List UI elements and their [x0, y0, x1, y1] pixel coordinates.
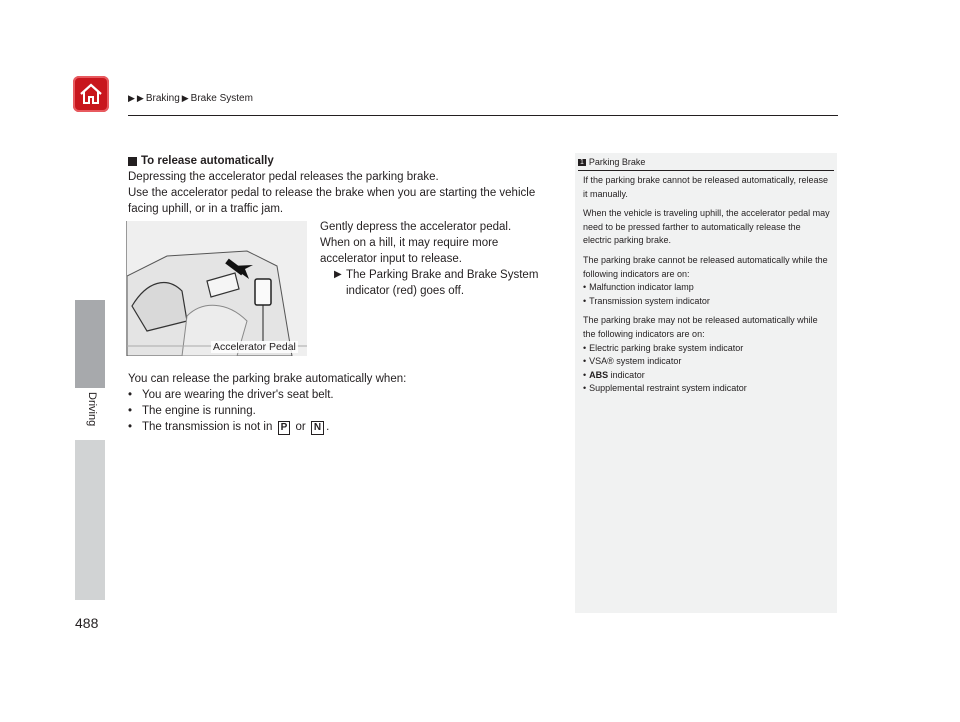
- figure-caption: Accelerator Pedal: [213, 341, 296, 353]
- sidebar-ref-number: 1: [580, 158, 584, 166]
- home-icon: [78, 81, 104, 107]
- condition-text: You are wearing the driver's seat belt.: [142, 389, 334, 401]
- bullet-icon: •: [583, 369, 587, 380]
- breadcrumb-link-brake-system[interactable]: Brake System: [190, 93, 253, 104]
- bullet-icon: •: [128, 421, 133, 433]
- instruction-note: [334, 267, 550, 299]
- sidebar-title: [578, 157, 645, 167]
- sidebar-paragraph: The parking brake may not be released automatically while the following indicators are on:: [583, 315, 818, 339]
- intro-text-1: Depressing the accelerator pedal releases the parking brake.: [128, 171, 439, 183]
- breadcrumb: [128, 93, 253, 104]
- instruction-note-text: The Parking Brake and Brake System indicator (red) goes off.: [346, 269, 539, 297]
- sidebar-title-text[interactable]: Parking Brake: [588, 157, 646, 167]
- sidebar-list-text: indicator: [608, 369, 645, 380]
- bullet-icon: •: [128, 389, 133, 401]
- list-item: [583, 355, 831, 369]
- list-item: [583, 382, 831, 396]
- sidebar-paragraph: The parking brake cannot be released automatically while the following indicators are on:: [583, 254, 828, 279]
- abs-label: ABS: [589, 369, 609, 380]
- gear-p-key: P: [278, 421, 291, 435]
- list-item: [583, 281, 831, 295]
- list-item: [128, 403, 558, 419]
- list-item: [583, 369, 831, 383]
- instruction-2: When on a hill, it may require more accelerator input to release.: [320, 237, 499, 265]
- accelerator-pedal-illustration: [126, 221, 307, 356]
- pedal-illustration-icon: [127, 221, 307, 356]
- bullet-icon: •: [583, 295, 587, 306]
- breadcrumb-link-braking[interactable]: Braking: [145, 93, 180, 104]
- condition-trans-or: or: [295, 421, 306, 433]
- section-heading: [128, 153, 558, 169]
- instructions: [320, 219, 550, 299]
- page-number: 488: [75, 615, 99, 631]
- condition-trans-suffix: .: [326, 421, 330, 433]
- side-tab-bar: [75, 440, 105, 600]
- header-divider: [128, 115, 838, 116]
- breadcrumb-arrow-icon: ▶: [136, 93, 144, 103]
- side-tab-marker: [75, 300, 105, 388]
- bullet-icon: •: [583, 356, 587, 367]
- sidebar-list-text: Malfunction indicator lamp: [589, 282, 694, 293]
- release-intro: You can release the parking brake automatically when:: [128, 373, 407, 385]
- breadcrumb-arrow-icon: ▶: [181, 93, 189, 103]
- sidebar-body: [583, 174, 831, 396]
- condition-text: [142, 419, 329, 435]
- heading-square-icon: [128, 157, 137, 166]
- breadcrumb-arrow-icon: ▶: [128, 93, 135, 103]
- sidebar-paragraph: If the parking brake cannot be released automatically, release it manually.: [583, 175, 828, 199]
- sidebar-divider: [578, 170, 834, 171]
- note-arrow-icon: ▶: [334, 269, 342, 280]
- sidebar-list-text: Supplemental restraint system indicator: [589, 383, 747, 394]
- condition-trans-prefix: The transmission is not in: [142, 421, 273, 433]
- bullet-icon: •: [583, 342, 587, 353]
- sidebar-list-text: Electric parking brake system indicator: [589, 342, 744, 353]
- main-content: [128, 153, 558, 217]
- gear-n-key: N: [311, 421, 324, 435]
- release-conditions: [128, 371, 558, 435]
- list-item: [583, 295, 831, 309]
- list-item: [128, 387, 558, 403]
- home-button[interactable]: [73, 76, 109, 112]
- sidebar-paragraph: When the vehicle is traveling uphill, the accelerator pedal may need to be pressed farther to automatically release the electric parking brake.: [583, 208, 830, 246]
- bullet-icon: •: [583, 282, 587, 293]
- list-item: [128, 419, 558, 435]
- instruction-1: Gently depress the accelerator pedal.: [320, 221, 512, 233]
- bullet-icon: •: [583, 383, 587, 394]
- condition-text: The engine is running.: [142, 405, 256, 417]
- section-heading-text: To release automatically: [141, 155, 274, 167]
- side-tab-driving[interactable]: Driving: [86, 392, 98, 427]
- sidebar-list-text: VSA® system indicator: [589, 356, 682, 367]
- bullet-icon: •: [128, 405, 133, 417]
- list-item: [583, 342, 831, 356]
- intro-text-2: Use the accelerator pedal to release the brake when you are starting the vehicle facing uphill, or in a traffic jam.: [128, 187, 536, 215]
- sidebar-list-text: Transmission system indicator: [589, 295, 710, 306]
